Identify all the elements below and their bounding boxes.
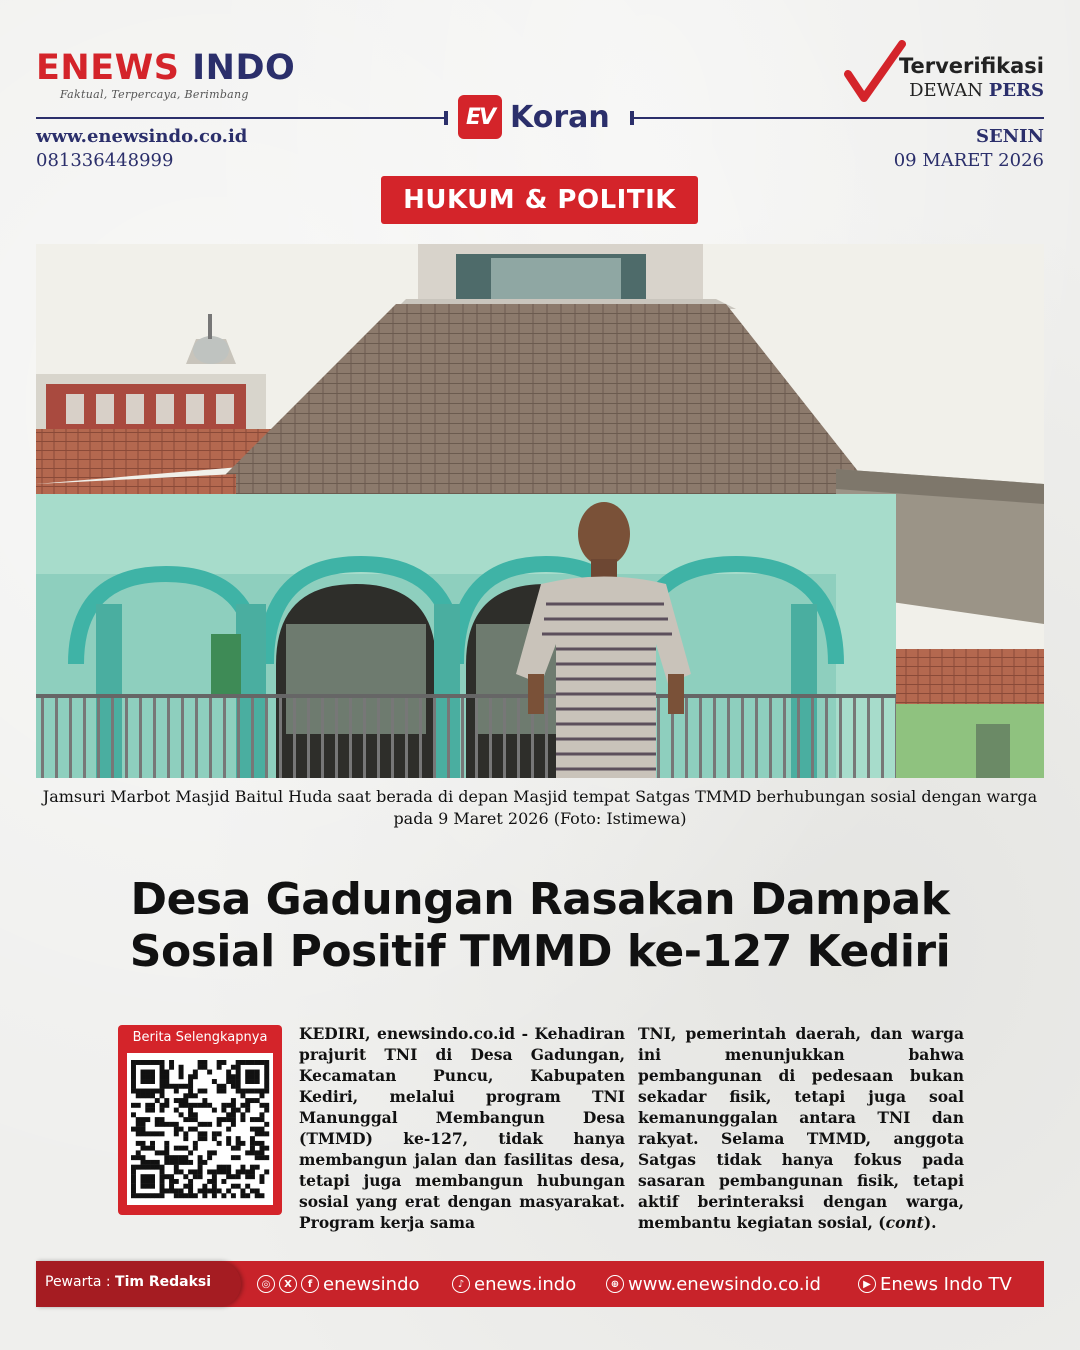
- dewan-label: DEWAN: [909, 80, 984, 101]
- dewan-pers-label: [909, 80, 1044, 101]
- edition-label: [458, 94, 610, 140]
- column-2-end: ).: [923, 1213, 937, 1232]
- tiktok-link[interactable]: [452, 1271, 576, 1297]
- checkmark-icon: [844, 40, 906, 104]
- article-column-2: [638, 1023, 964, 1233]
- edition-name: Koran: [510, 99, 610, 135]
- verified-label: Terverifikasi: [898, 54, 1044, 78]
- masthead-rule-right: [630, 117, 1044, 119]
- reporter-credit: [45, 1274, 211, 1290]
- article-column-1: KEDIRI, enewsindo.co.id - Kehadiran prajurit TNI di Desa Gadungan, Kecamatan Puncu, Kabupaten Kediri, melalui program TNI Manunggal Membangun Desa (TMMD) ke-127, tidak hanya membangun jalan dan fasilitas desa, tetapi juga membangun hubungan sosial yang erat dengan masyarakat. Program kerja sama: [299, 1024, 625, 1232]
- category-badge: HUKUM & POLITIK: [381, 176, 698, 224]
- pers-label: PERS: [988, 80, 1044, 101]
- article-photo: [36, 244, 1044, 778]
- rule-cap-left: [444, 111, 448, 125]
- website-link[interactable]: [606, 1271, 821, 1297]
- mosque-illustration: [36, 244, 1044, 778]
- footer-bar: [36, 1261, 1044, 1307]
- reporter-tab: [36, 1261, 241, 1307]
- social-link-enewsindo[interactable]: [257, 1271, 420, 1297]
- brand-name-part1: ENEWS: [36, 48, 180, 88]
- x-icon: X: [279, 1275, 297, 1293]
- verified-badge: [844, 40, 1044, 104]
- headline-line-1: Desa Gadungan Rasakan Dampak: [130, 874, 950, 925]
- youtube-channel: Enews Indo TV: [880, 1273, 1012, 1295]
- article-headline: [60, 874, 1020, 978]
- qr-card[interactable]: [118, 1025, 282, 1215]
- tiktok-handle: enews.indo: [474, 1273, 577, 1295]
- headline-line-2: Sosial Positif TMMD ke-127 Kediri: [129, 926, 951, 977]
- tiktok-icon: ♪: [452, 1275, 470, 1293]
- ev-logo: EV: [458, 95, 502, 139]
- brand-name-part2: INDO: [192, 48, 296, 88]
- website-url: www.enewsindo.co.id: [628, 1273, 821, 1295]
- qr-card-title: Berita Selengkapnya: [132, 1030, 268, 1045]
- issue-date: 09 MARET 2026: [893, 150, 1044, 171]
- rule-cap-right: [630, 111, 634, 125]
- globe-icon: ⊕: [606, 1275, 624, 1293]
- social-handle: enewsindo: [323, 1273, 420, 1295]
- reporter-label: Pewarta :: [45, 1274, 111, 1290]
- brand-tagline: Faktual, Terpercaya, Berimbang: [60, 88, 249, 101]
- masthead-rule-left: [36, 117, 446, 119]
- issue-day: SENIN: [975, 126, 1044, 147]
- reporter-name: Tim Redaksi: [115, 1274, 212, 1290]
- photo-caption: Jamsuri Marbot Masjid Baitul Huda saat berada di depan Masjid tempat Satgas TMMD berhubungan sosial dengan warga pada 9 Maret 2026 (Foto: Istimewa): [42, 787, 1038, 828]
- masthead-phone: 081336448999: [36, 150, 174, 171]
- instagram-icon: ◎: [257, 1275, 275, 1293]
- brand-name: [36, 48, 295, 88]
- column-2-text: TNI, pemerintah daerah, dan warga ini menunjukkan bahwa pembangunan di pedesaan bukan sekadar fisik, tetapi juga soal kemanunggalan antara TNI dan rakyat. Selama TMMD, anggota Satgas tidak hanya fokus pada sasaran pembangunan fisik, tetapi aktif berinteraksi dengan warga, membantu kegiatan sosial, (: [638, 1024, 964, 1232]
- youtube-icon: ▶: [858, 1275, 876, 1293]
- youtube-link[interactable]: [858, 1271, 1012, 1297]
- qr-code-icon[interactable]: [127, 1053, 273, 1205]
- masthead-website[interactable]: www.enewsindo.co.id: [36, 126, 248, 147]
- facebook-icon: f: [301, 1275, 319, 1293]
- cont-marker: cont: [885, 1213, 924, 1232]
